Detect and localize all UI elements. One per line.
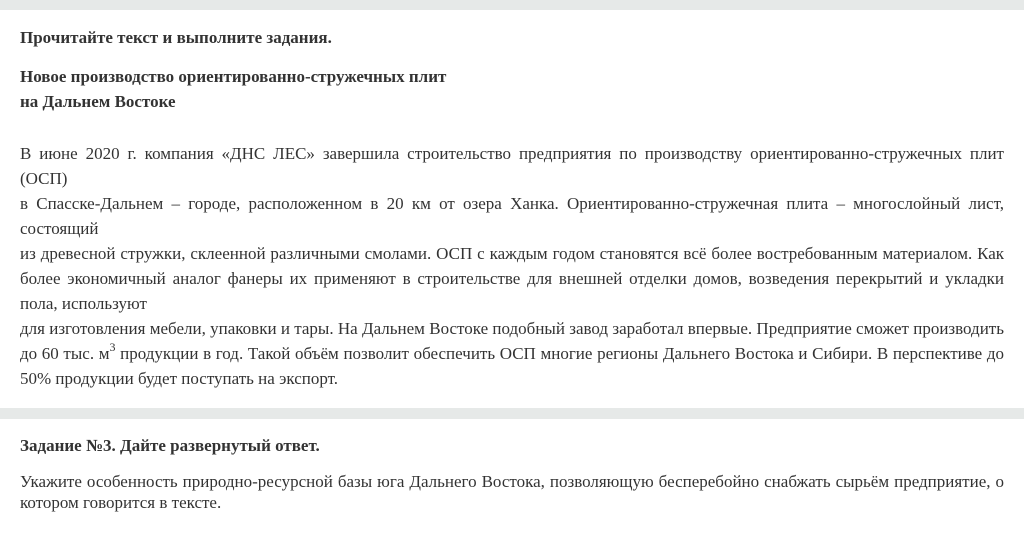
- instruction-heading: Прочитайте текст и выполните задания.: [20, 28, 332, 47]
- superscript-cubic: 3: [109, 340, 116, 354]
- article-paragraph: из древесной стружки, склеенной различными смолами. ОСП с каждым годом становятся всё более востребованным материалом. Как более экономичный аналог фанеры их применяют в строительстве для внешней отделки домов, возведения перекрытий и укладки пола, используют: [20, 244, 1004, 313]
- task-question: Укажите особенность природно-ресурсной базы юга Дальнего Востока, позволяющую бесперебойно снабжать сырьём предприятие, о котором говорится в тексте.: [20, 472, 1004, 512]
- task-title: Задание №3. Дайте развернутый ответ.: [20, 436, 320, 455]
- article-title-line-1: Новое производство ориентированно-стружечных плит: [20, 67, 447, 86]
- panel-separator: [0, 408, 1024, 419]
- paragraph-text-after-superscript: продукции в год. Такой объём позволит обеспечить ОСП многие регионы Дальнего Востока и Сибири. В перспективе до 50% продукции будет поступать на экспорт.: [20, 344, 1004, 388]
- article-paragraph: В июне 2020 г. компания «ДНС ЛЕС» завершила строительство предприятия по производству ориентированно-стружечных плит (ОСП): [20, 144, 1004, 188]
- article-paragraph: в Спасске-Дальнем – городе, расположенном в 20 км от озера Ханка. Ориентированно-стружечная плита – многослойный лист, состоящий: [20, 194, 1004, 238]
- top-border: [0, 0, 1024, 10]
- task-panel: [0, 419, 1024, 549]
- article-title: [20, 64, 1004, 114]
- article-paragraph-last: [20, 316, 1004, 391]
- reading-text-panel: [0, 10, 1024, 408]
- paragraph-text-before-superscript: для изготовления мебели, упаковки и тары. На Дальнем Востоке подобный завод заработал впервые. Предприятие сможет производить до 60 тыс. м: [20, 319, 1004, 363]
- article-title-line-2: на Дальнем Востоке: [20, 92, 176, 111]
- article-body: [20, 141, 1004, 391]
